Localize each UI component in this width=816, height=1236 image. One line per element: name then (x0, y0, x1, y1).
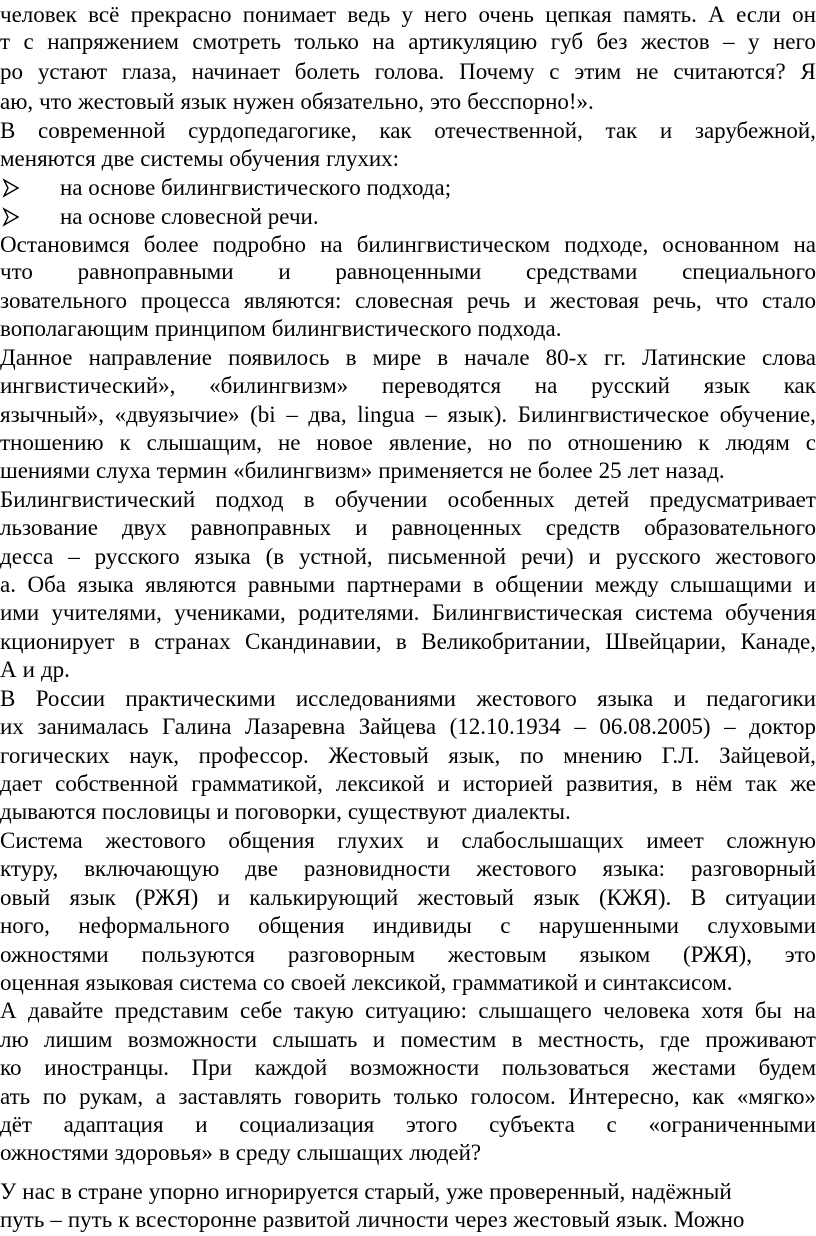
text-line: язычный», «двуязычие» (bi – два, lingua – язык). Билингвистическое обучение, (0, 402, 816, 427)
text-line: кционирует в странах Скандинавии, в Великобритании, Швейцарии, Канаде, (0, 629, 816, 654)
bullet-text: на основе билингвистического подхода; (60, 175, 452, 200)
text-line: овый язык (РЖЯ) и калькирующий жестовый язык (КЖЯ). В ситуации (0, 885, 816, 910)
text-line: ими учителями, учениками, родителями. Билингвистическая система обучения (0, 600, 816, 625)
text-line: что равноправными и равноценными средствами специального (0, 259, 816, 284)
text-line: т с напряжением смотреть только на артикуляцию губ без жестов – у него (0, 29, 816, 54)
text-line: меняются две системы обучения глухих: (0, 146, 400, 171)
text-line: А и др. (0, 657, 70, 682)
text-line: ро устают глаза, начинает болеть голова. Почему с этим не считаются? Я (0, 59, 816, 84)
text-line: Система жестового общения глухих и слабослышащих имеет сложную (0, 828, 816, 853)
text-line: Данное направление появилось в мире в начале 80-х гг. Латинские слова (0, 345, 816, 370)
text-line: путь – путь к всесторонне развитой личности через жестовый язык. Можно (0, 1207, 745, 1232)
text-line: зовательного процесса являются: словесная речь и жестовая речь, что стало (0, 288, 816, 313)
text-line: дает собственной грамматикой, лексикой и историей развития, в нём так же (0, 771, 816, 796)
text-line: их занималась Галина Лазаревна Зайцева (12.10.1934 – 06.08.2005) – доктор (0, 714, 816, 739)
text-line: ать по рукам, а заставлять говорить только голосом. Интересно, как «мягко» (0, 1084, 816, 1109)
text-line: а. Оба языка являются равными партнерами в общении между слышащими и (0, 572, 816, 597)
text-line: тношению к слышащим, не новое явление, но по отношению к людям с (0, 430, 816, 455)
text-line: вополагающим принципом билингвистического подхода. (0, 316, 562, 341)
text-line: Остановимся более подробно на билингвистическом подходе, основанном на (0, 232, 816, 257)
text-line: ктуру, включающую две разновидности жестового языка: разговорный (0, 856, 816, 881)
text-line: ко иностранцы. При каждой возможности пользоваться жестами будем (0, 1055, 816, 1080)
arrowhead-bullet-icon (2, 173, 20, 203)
text-line: оценная языковая система со своей лексикой, грамматикой и синтаксисом. (0, 970, 733, 995)
text-line: лю лишим возможности слышать и поместим в местность, где проживают (0, 1027, 816, 1052)
bullet-list-item (0, 173, 816, 203)
text-line: А давайте представим себе такую ситуацию: слышащего человека хотя бы на (0, 998, 816, 1023)
text-line: ингвистический», «билингвизм» переводятся на русский язык как (0, 373, 816, 398)
text-line: Билингвистический подход в обучении особенных детей предусматривает (0, 487, 816, 512)
text-line: десса – русского языка (в устной, письменной речи) и русского жестового (0, 544, 816, 569)
text-line: В современной сурдопедагогике, как отечественной, так и зарубежной, (0, 118, 816, 143)
text-line: ожностями пользуются разговорным жестовым языком (РЖЯ), это (0, 942, 816, 967)
text-line: аю, что жестовый язык нужен обязательно, это бесспорно!». (0, 89, 594, 114)
text-line: ожностями здоровья» в среду слышащих людей? (0, 1140, 482, 1165)
text-line: человек всё прекрасно понимает ведь у него очень цепкая память. А если он (0, 2, 816, 27)
text-line: У нас в стране упорно игнорируется старый, уже проверенный, надёжный (0, 1179, 732, 1204)
text-line: льзование двух равноправных и равноценных средств образовательного (0, 515, 816, 540)
text-line: дываются пословицы и поговорки, существуют диалекты. (0, 799, 571, 824)
text-line: В России практическими исследованиями жестового языка и педагогики (0, 686, 816, 711)
bullet-list-item (0, 202, 816, 232)
text-line: ного, неформального общения индивиды с нарушенными слуховыми (0, 913, 816, 938)
text-line: шениями слуха термин «билингвизм» применяется не более 25 лет назад. (0, 458, 725, 483)
arrowhead-bullet-icon (2, 202, 20, 232)
bullet-text: на основе словесной речи. (60, 204, 319, 229)
text-line: гогических наук, профессор. Жестовый язык, по мнению Г.Л. Зайцевой, (0, 743, 816, 768)
text-line: дёт адаптация и социализация этого субъекта с «ограниченными (0, 1112, 816, 1137)
